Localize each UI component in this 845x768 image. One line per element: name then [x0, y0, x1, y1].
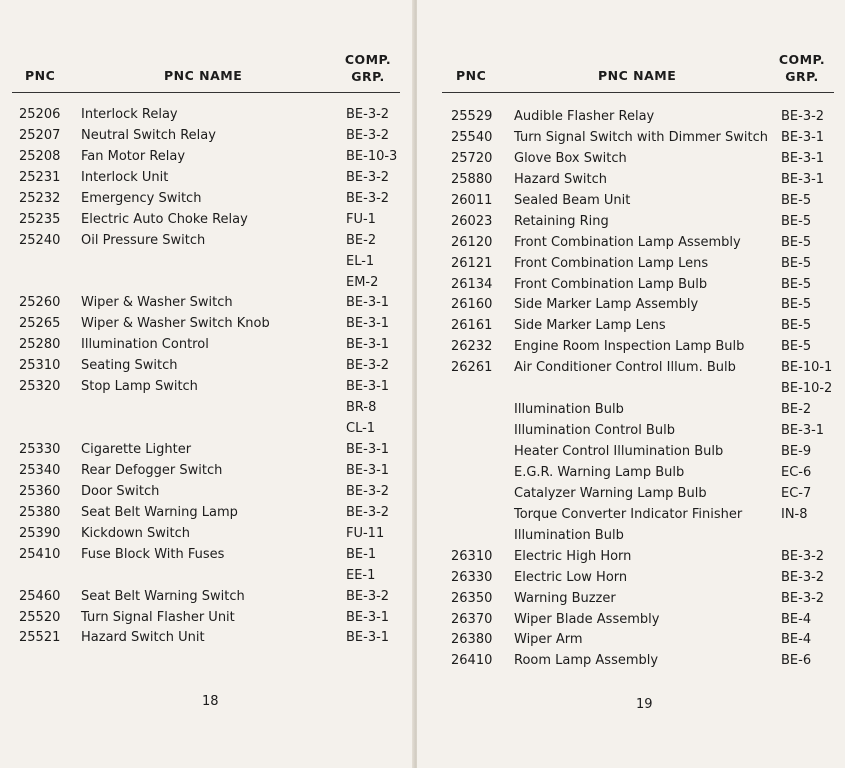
right-page — [417, 0, 845, 768]
comp-group-cell: BE-3-1 — [781, 129, 825, 145]
table-row — [417, 653, 845, 674]
table-row — [0, 526, 414, 547]
pnc-cell: 26134 — [451, 276, 493, 292]
comp-group-cell: BE-5 — [781, 276, 812, 292]
pnc-cell: 25231 — [19, 169, 61, 185]
grp-header-line2: GRP. — [351, 69, 385, 84]
part-name-cell: Illumination Control — [81, 337, 209, 353]
comp-group-cell: BE-3-2 — [781, 590, 825, 606]
table-row — [417, 444, 845, 465]
comp-group-cell: BE-3-2 — [346, 358, 390, 374]
part-name-cell: Neutral Switch Relay — [81, 127, 216, 143]
pnc-cell: 26370 — [451, 611, 493, 627]
grp-header-line2: GRP. — [785, 69, 819, 84]
part-name-cell: Side Marker Lamp Assembly — [514, 297, 699, 313]
comp-group-cell: BE-3-2 — [781, 548, 825, 564]
comp-group-cell: BE-3-2 — [346, 127, 390, 143]
comp-header-line1: COMP. — [778, 52, 826, 67]
comp-grp-header — [772, 51, 832, 85]
comp-group-cell: BE-5 — [781, 297, 812, 313]
comp-group-cell: BE-10-2 — [781, 381, 833, 397]
pnc-cell: 26310 — [451, 548, 493, 564]
comp-group-cell: BE-3-2 — [346, 588, 390, 604]
part-name-cell: Seating Switch — [81, 358, 178, 374]
comp-group-cell: BE-2 — [346, 232, 377, 248]
comp-group-cell: BE-3-1 — [346, 442, 390, 457]
comp-group-cell: BE-3-1 — [781, 171, 825, 187]
header-rule — [12, 92, 400, 93]
comp-group-cell: BE-3-1 — [346, 379, 390, 395]
part-name-cell: Seat Belt Warning Lamp — [81, 504, 238, 520]
comp-group-cell: BE-1 — [346, 546, 377, 562]
table-row — [0, 149, 414, 170]
comp-group-cell: BE-5 — [781, 339, 812, 355]
part-name-cell: Sealed Beam Unit — [514, 192, 631, 208]
part-name-cell: Heater Control Illumination Bulb — [514, 444, 724, 459]
table-row — [417, 235, 845, 256]
table-row — [417, 214, 845, 235]
table-row — [0, 463, 414, 484]
table-row — [0, 316, 414, 337]
table-row — [417, 193, 845, 214]
table-row — [0, 400, 414, 421]
comp-group-cell: BE-3-1 — [781, 423, 825, 439]
part-name-cell: Turn Signal Flasher Unit — [81, 609, 235, 625]
pnc-cell: 26160 — [451, 297, 493, 313]
part-name-cell: Interlock Relay — [81, 107, 178, 122]
part-name-cell: Wiper Arm — [514, 632, 583, 648]
comp-grp-header — [336, 51, 400, 85]
table-row — [0, 610, 414, 631]
pnc-cell: 25390 — [19, 525, 61, 541]
pnc-cell: 25240 — [19, 232, 61, 248]
table-row — [417, 486, 845, 507]
pnc-cell: 25320 — [19, 379, 61, 395]
table-row — [0, 505, 414, 526]
table-row — [417, 277, 845, 298]
pnc-cell: 26120 — [451, 234, 493, 250]
part-name-cell: Door Switch — [81, 483, 160, 499]
pnc-cell: 25206 — [19, 107, 61, 122]
comp-group-cell: BE-3-1 — [346, 630, 390, 646]
comp-group-cell: BE-3-2 — [346, 504, 390, 520]
table-row — [417, 402, 845, 423]
table-row — [0, 233, 414, 254]
table-row — [417, 339, 845, 360]
part-name-cell: Cigarette Lighter — [81, 442, 192, 457]
pnc-header: PNC — [456, 68, 487, 83]
pnc-cell: 25521 — [19, 630, 61, 646]
part-name-cell: Turn Signal Switch with Dimmer Switch — [514, 129, 768, 145]
comp-group-cell: BE-3-1 — [781, 150, 825, 166]
pnc-cell: 26161 — [451, 318, 493, 334]
pnc-cell: 26350 — [451, 590, 493, 606]
table-row — [417, 172, 845, 193]
pnc-name-header: PNC NAME — [164, 68, 243, 83]
table-row — [417, 256, 845, 277]
comp-group-cell: BE-3-1 — [346, 462, 390, 478]
pnc-cell: 25310 — [19, 358, 61, 374]
right-parts-table — [417, 109, 845, 674]
pnc-cell: 25208 — [19, 148, 61, 164]
part-name-cell: Illumination Control Bulb — [514, 423, 675, 439]
part-name-cell: Wiper Blade Assembly — [514, 611, 660, 627]
pnc-cell: 25380 — [19, 504, 61, 520]
table-row — [417, 381, 845, 402]
comp-group-cell: BE-3-2 — [346, 169, 390, 185]
part-name-cell: Emergency Switch — [81, 190, 202, 206]
part-name-cell: Hazard Switch Unit — [81, 630, 205, 646]
header-rule — [442, 92, 834, 93]
table-row — [0, 128, 414, 149]
pnc-cell: 25540 — [451, 129, 493, 145]
table-row — [0, 630, 414, 651]
part-name-cell: Wiper & Washer Switch Knob — [81, 316, 270, 332]
pnc-cell: 25360 — [19, 483, 61, 499]
table-row — [417, 528, 845, 549]
part-name-cell: Fuse Block With Fuses — [81, 546, 225, 562]
part-name-cell: Torque Converter Indicator Finisher — [514, 506, 743, 522]
pnc-cell: 26410 — [451, 653, 493, 669]
part-name-cell: Hazard Switch — [514, 171, 608, 187]
pnc-cell: 25330 — [19, 442, 61, 457]
left-page — [0, 0, 414, 768]
part-name-cell: Electric High Horn — [514, 548, 632, 564]
table-row — [0, 568, 414, 589]
part-name-cell: Retaining Ring — [514, 213, 609, 229]
part-name-cell: Wiper & Washer Switch — [81, 295, 233, 311]
comp-group-cell: BE-2 — [781, 402, 812, 418]
part-name-cell: Air Conditioner Control Illum. Bulb — [514, 360, 736, 376]
pnc-cell: 26121 — [451, 255, 493, 271]
table-row — [417, 612, 845, 633]
pnc-cell: 25232 — [19, 190, 61, 206]
comp-group-cell: BE-3-1 — [346, 337, 390, 353]
part-name-cell: Glove Box Switch — [514, 150, 627, 166]
part-name-cell: Audible Flasher Relay — [514, 109, 655, 124]
table-row — [0, 379, 414, 400]
comp-group-cell: BE-4 — [781, 611, 812, 627]
table-row — [0, 484, 414, 505]
part-name-cell: Illumination Bulb — [514, 402, 624, 418]
pnc-cell: 25340 — [19, 462, 61, 478]
table-row — [417, 465, 845, 486]
table-row — [417, 591, 845, 612]
comp-group-cell: EL-1 — [346, 253, 375, 269]
pnc-cell: 25410 — [19, 546, 61, 562]
table-row — [0, 275, 414, 296]
comp-group-cell: FU-11 — [346, 525, 385, 541]
comp-group-cell: BE-6 — [781, 653, 812, 669]
pnc-cell: 26023 — [451, 213, 493, 229]
part-name-cell: Room Lamp Assembly — [514, 653, 659, 669]
part-name-cell: Electric Low Horn — [514, 569, 628, 585]
pnc-cell: 25520 — [19, 609, 61, 625]
part-name-cell: Warning Buzzer — [514, 590, 616, 606]
part-name-cell: E.G.R. Warning Lamp Bulb — [514, 464, 685, 480]
pnc-cell: 25235 — [19, 211, 61, 227]
page-number-right: 19 — [636, 697, 653, 712]
table-row — [0, 254, 414, 275]
part-name-cell: Kickdown Switch — [81, 525, 191, 541]
table-row — [0, 107, 414, 128]
part-name-cell: Engine Room Inspection Lamp Bulb — [514, 339, 745, 355]
pnc-cell: 26011 — [451, 192, 493, 208]
comp-group-cell: CL-1 — [346, 421, 376, 437]
comp-group-cell: BE-3-1 — [346, 295, 390, 311]
comp-group-cell: BE-5 — [781, 213, 812, 229]
part-name-cell: Front Combination Lamp Assembly — [514, 234, 741, 250]
table-row — [0, 547, 414, 568]
table-row — [417, 151, 845, 172]
table-row — [0, 337, 414, 358]
table-row — [417, 360, 845, 381]
comp-group-cell: EC-7 — [781, 485, 812, 501]
pnc-cell: 26380 — [451, 632, 493, 648]
comp-group-cell: BE-4 — [781, 632, 812, 648]
comp-group-cell: IN-8 — [781, 506, 808, 522]
part-name-cell: Interlock Unit — [81, 169, 169, 185]
table-row — [0, 358, 414, 379]
table-row — [417, 109, 845, 130]
part-name-cell: Seat Belt Warning Switch — [81, 588, 245, 604]
comp-group-cell: BE-3-1 — [346, 609, 390, 625]
pnc-cell: 26261 — [451, 360, 493, 376]
comp-group-cell: FU-1 — [346, 211, 376, 227]
part-name-cell: Front Combination Lamp Bulb — [514, 276, 708, 292]
part-name-cell: Oil Pressure Switch — [81, 232, 206, 248]
table-row — [0, 295, 414, 316]
part-name-cell: Side Marker Lamp Lens — [514, 318, 666, 334]
table-row — [0, 212, 414, 233]
comp-group-cell: EE-1 — [346, 567, 376, 583]
table-row — [417, 507, 845, 528]
table-row — [0, 421, 414, 442]
comp-group-cell: BE-9 — [781, 444, 812, 459]
pnc-cell: 25207 — [19, 127, 61, 143]
left-parts-table — [0, 107, 414, 651]
table-row — [0, 191, 414, 212]
part-name-cell: Stop Lamp Switch — [81, 379, 198, 395]
comp-group-cell: BE-10-1 — [781, 360, 833, 376]
table-row — [417, 318, 845, 339]
comp-group-cell: BE-5 — [781, 318, 812, 334]
pnc-cell: 25460 — [19, 588, 61, 604]
part-name-cell: Illumination Bulb — [514, 527, 624, 543]
comp-group-cell: BE-3-1 — [346, 316, 390, 332]
comp-group-cell: BR-8 — [346, 400, 377, 416]
pnc-header: PNC — [25, 68, 56, 83]
comp-group-cell: EC-6 — [781, 464, 812, 480]
table-row — [417, 570, 845, 591]
part-name-cell: Fan Motor Relay — [81, 148, 186, 164]
comp-group-cell: BE-5 — [781, 255, 812, 271]
comp-header-line1: COMP. — [344, 52, 392, 67]
comp-group-cell: BE-3-2 — [346, 107, 390, 122]
comp-group-cell: BE-10-3 — [346, 148, 398, 164]
pnc-cell: 25720 — [451, 150, 493, 166]
pnc-cell: 25265 — [19, 316, 61, 332]
pnc-cell: 25280 — [19, 337, 61, 353]
comp-group-cell: BE-5 — [781, 234, 812, 250]
pnc-cell: 25529 — [451, 109, 493, 124]
table-row — [0, 170, 414, 191]
part-name-cell: Electric Auto Choke Relay — [81, 211, 248, 227]
table-row — [417, 297, 845, 318]
table-row — [417, 549, 845, 570]
pnc-cell: 25260 — [19, 295, 61, 311]
table-row — [417, 632, 845, 653]
table-row — [417, 130, 845, 151]
part-name-cell: Front Combination Lamp Lens — [514, 255, 709, 271]
comp-group-cell: BE-3-2 — [346, 190, 390, 206]
table-row — [0, 589, 414, 610]
pnc-cell: 25880 — [451, 171, 493, 187]
comp-group-cell: EM-2 — [346, 274, 379, 290]
table-row — [417, 423, 845, 444]
table-row — [0, 442, 414, 463]
page-number-left: 18 — [202, 694, 219, 709]
part-name-cell: Rear Defogger Switch — [81, 462, 223, 478]
comp-group-cell: BE-3-2 — [781, 569, 825, 585]
part-name-cell: Catalyzer Warning Lamp Bulb — [514, 485, 707, 501]
comp-group-cell: BE-3-2 — [781, 109, 825, 124]
pnc-name-header: PNC NAME — [598, 68, 677, 83]
pnc-cell: 26232 — [451, 339, 493, 355]
pnc-cell: 26330 — [451, 569, 493, 585]
comp-group-cell: BE-3-2 — [346, 483, 390, 499]
comp-group-cell: BE-5 — [781, 192, 812, 208]
